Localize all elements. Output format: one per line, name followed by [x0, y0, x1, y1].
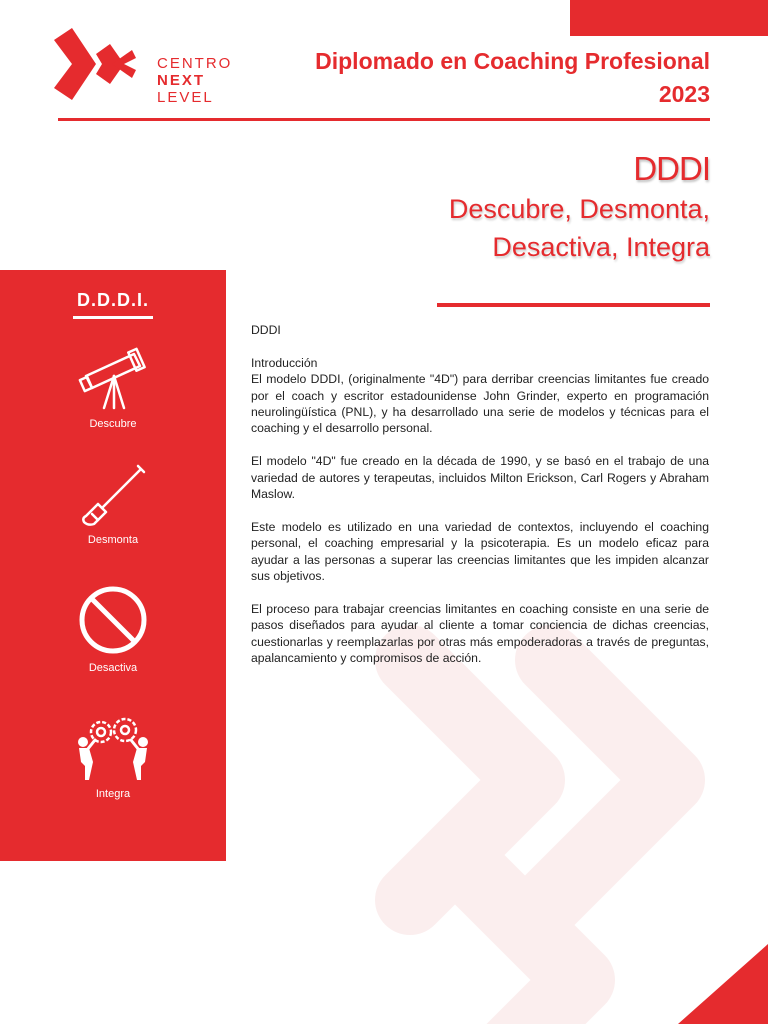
body-heading: DDDI [251, 323, 281, 337]
screwdriver-icon [78, 458, 148, 528]
subtitle-divider [437, 303, 710, 307]
subtitle-line-1: Descubre, Desmonta, [448, 194, 710, 224]
step-desmonta [0, 458, 226, 546]
ddi-sidebar [0, 270, 226, 861]
step-integra [0, 712, 226, 800]
logo-line-2: NEXT [157, 72, 206, 89]
intro-heading: Introducción [251, 355, 318, 370]
step-label-desmonta: Desmonta [87, 534, 139, 546]
program-title [250, 45, 710, 111]
paragraph-4: El proceso para trabajar creencias limitantes en coaching consiste en una serie de pasos diseñados para ayudar al cliente a tomar conciencia de dichas creencias, cuestionarlas y reemplazarlas por otras más empoderadoras a través de preguntas, apalancamiento y compromisos de acción. [251, 601, 709, 666]
step-label-integra: Integra [95, 788, 131, 800]
bottom-right-corner-accent [678, 944, 768, 1024]
telescope-icon [78, 346, 148, 412]
step-label-descubre: Descubre [89, 418, 137, 430]
logo-wordmark [157, 55, 232, 106]
centro-next-level-logo [50, 24, 250, 114]
logo-line-1: CENTRO [157, 55, 233, 72]
header-divider [58, 118, 710, 121]
page-title: DDDI [633, 150, 710, 187]
program-title-line-1: Diplomado en Coaching Profesional [315, 48, 710, 74]
logo-line-3: LEVEL [157, 89, 214, 106]
paragraph-1: El modelo DDDI, (originalmente "4D") para derribar creencias limitantes fue creado por el coach y escritor estadounidense John Grinder, experto en programación neurolingüística (PNL), y ha desarrollado una serie de modelos y técnicas para el coaching y el desarrollo personal. [251, 372, 709, 436]
subtitle-line-2: Desactiva, Integra [492, 232, 710, 262]
teamwork-gears-icon [73, 712, 153, 782]
top-accent-bar [570, 0, 768, 36]
prohibited-icon [77, 584, 149, 656]
logo-chevron-icon [50, 24, 140, 114]
article-body [251, 322, 709, 683]
sidebar-heading: D.D.D.I. [76, 290, 149, 310]
paragraph-3: Este modelo es utilizado en una variedad de contextos, incluyendo el coaching personal, el coaching empresarial y la psicoterapia. Es un modelo eficaz para ayudar a las personas a superar las creencias limitantes que les impiden alcanzar sus objetivos. [251, 519, 709, 584]
step-desactiva [0, 584, 226, 674]
page-subtitle [290, 190, 710, 266]
paragraph-2: El modelo "4D" fue creado en la década de 1990, y se basó en el trabajo de una variedad de autores y terapeutas, incluidos Milton Erickson, Carl Rogers y Abraham Maslow. [251, 454, 709, 502]
sidebar-heading-underline [73, 316, 153, 319]
program-title-year: 2023 [658, 81, 710, 107]
step-label-desactiva: Desactiva [88, 662, 138, 674]
step-descubre [0, 346, 226, 430]
